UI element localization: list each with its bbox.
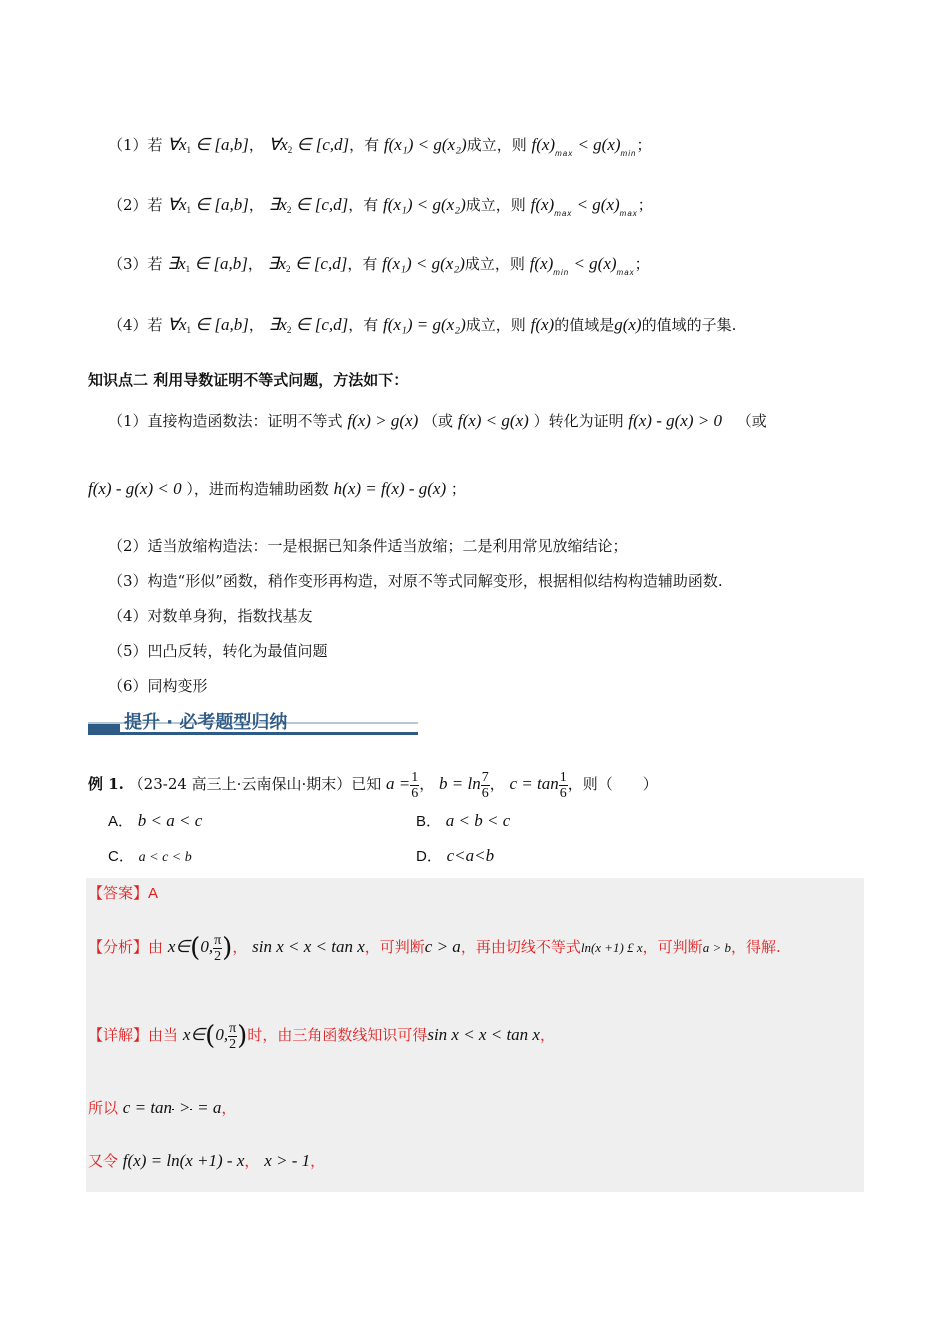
quantifier-exists: $\exists x_2$ ∈ [c,d] — [268, 195, 349, 215]
method-1-line-1: （1）直接构造函数法：证明不等式 f(x) > g(x) （或 f(x) < g(x) ）转化为证明 f(x) - g(x) > 0 （或 — [108, 411, 767, 430]
item-number: （1）若 — [108, 136, 163, 154]
section-banner — [88, 708, 418, 736]
option-b[interactable]: B． a < b < c — [416, 811, 511, 830]
analysis-line: 【分析】由 x∈(0, $\frac{\pi}{2}$ )， sin x < x < tan x，可判断c > a，再由切线不等式ln(x +1) £ x，可判断a > b，得解. — [88, 932, 781, 964]
formula: f(x) < g(x) — [457, 411, 529, 430]
banner-block — [88, 724, 120, 735]
formula: f(x) — [530, 315, 555, 334]
quantifier-exists: $\exists x_2$ ∈ [c,d] — [268, 315, 349, 335]
answer-line: 【答案】A — [88, 884, 159, 902]
quantifier-forall: $\forall x_1$ ∈ [a,b] — [167, 315, 249, 335]
formula: f(x₁) < g(x₂) — [383, 195, 466, 214]
formula: f(x) - g(x) > 0 — [628, 411, 722, 430]
formula: f(x) - g(x) < 0 — [88, 479, 182, 498]
formula: $f(x)_{max} < g(x)_{min}$ — [531, 135, 637, 158]
section-heading: 知识点二 利用导数证明不等式问题，方法如下： — [88, 371, 409, 389]
banner-title: 提升 · 必考题型归纳 — [124, 712, 288, 733]
formula: f(x₁) < g(x₂) — [383, 135, 467, 154]
option-c[interactable]: C． a < c < b — [108, 848, 192, 865]
quantifier-exists: $\exists x_1$ ∈ [a,b] — [167, 254, 248, 274]
formula: $f(x)_{max} < g(x)_{max}$ — [530, 195, 638, 218]
so-line: 所以 c = tan > = a， — [88, 1098, 237, 1117]
example-label: 例 1. — [88, 775, 124, 793]
example-source: （23-24 高三上·云南保山·期末）已知 — [128, 775, 382, 793]
method-2: （2）适当放缩构造法：一是根据已知条件适当放缩；二是利用常见放缩结论； — [108, 537, 628, 555]
formula: $f(x)_{min} < g(x)_{max}$ — [529, 254, 635, 277]
formula: f(x₁) < g(x₂) — [382, 254, 465, 273]
method-3: （3）构造“形似”函数，稍作变形再构造，对原不等式同解变形，根据相似结构构造辅助函数. — [108, 572, 723, 590]
again-line: 又令 f(x) = ln(x +1) - x， x > - 1， — [88, 1151, 326, 1170]
formula: g(x) — [614, 315, 642, 334]
condition-item-1: （1）若 $\forall x_1$ ∈ [a,b]， $\forall x_2$ ∈ [c,d]，有 f(x₁) < g(x₂)成立，则 $f(x)_{max} < g(x)_{min}$； — [108, 135, 652, 158]
quantifier-forall: $\forall x_2$ ∈ [c,d] — [268, 135, 350, 155]
formula: h(x) = f(x) - g(x) — [333, 479, 447, 498]
condition-item-2: （2）若 $\forall x_1$ ∈ [a,b]， $\exists x_2$ ∈ [c,d]，有 f(x₁) < g(x₂)成立，则 $f(x)_{max} < g(x)_{max}$； — [108, 195, 653, 218]
method-5: （5）凹凸反转，转化为最值问题 — [108, 642, 328, 660]
quantifier-forall: $\forall x_1$ ∈ [a,b] — [167, 135, 249, 155]
method-1-line-2: f(x) - g(x) < 0 ），进而构造辅助函数 h(x) = f(x) - g(x) ； — [88, 479, 466, 498]
condition-item-4: （4）若 $\forall x_1$ ∈ [a,b]， $\exists x_2$ ∈ [c,d]，有 f(x₁) = g(x₂)成立，则 f(x)的值域是g(x)的值域的子集. — [108, 315, 737, 335]
formula: f(x₁) = g(x₂) — [383, 315, 466, 334]
item-number: （2）若 — [108, 196, 163, 214]
item-number: （4）若 — [108, 316, 163, 334]
formula: f(x) > g(x) — [347, 411, 419, 430]
quantifier-exists: $\exists x_2$ ∈ [c,d] — [267, 254, 348, 274]
option-a[interactable]: A． b < a < c — [108, 811, 203, 830]
detail-line: 【详解】由当 x∈(0, $\frac{\pi}{2}$ )时，由三角函数线知识可得sin x < x < tan x， — [88, 1020, 555, 1052]
condition-item-3: （3）若 $\exists x_1$ ∈ [a,b]， $\exists x_2$ ∈ [c,d]，有 f(x₁) < g(x₂)成立，则 $f(x)_{min} < g(x)_{max}$； — [108, 254, 650, 277]
example-question: 例 1. （23-24 高三上·云南保山·期末）已知 a = $\frac{1}{6}$ ， b = ln $\frac{7}{6}$ ， c = tan $\frac{1}{6}$ ，则（ ） — [88, 769, 658, 801]
method-4: （4）对数单身狗，指数找基友 — [108, 607, 313, 625]
option-d[interactable]: D． c<a<b — [416, 846, 495, 865]
quantifier-forall: $\forall x_1$ ∈ [a,b] — [167, 195, 249, 215]
method-6: （6）同构变形 — [108, 677, 208, 695]
item-number: （3）若 — [108, 255, 163, 273]
